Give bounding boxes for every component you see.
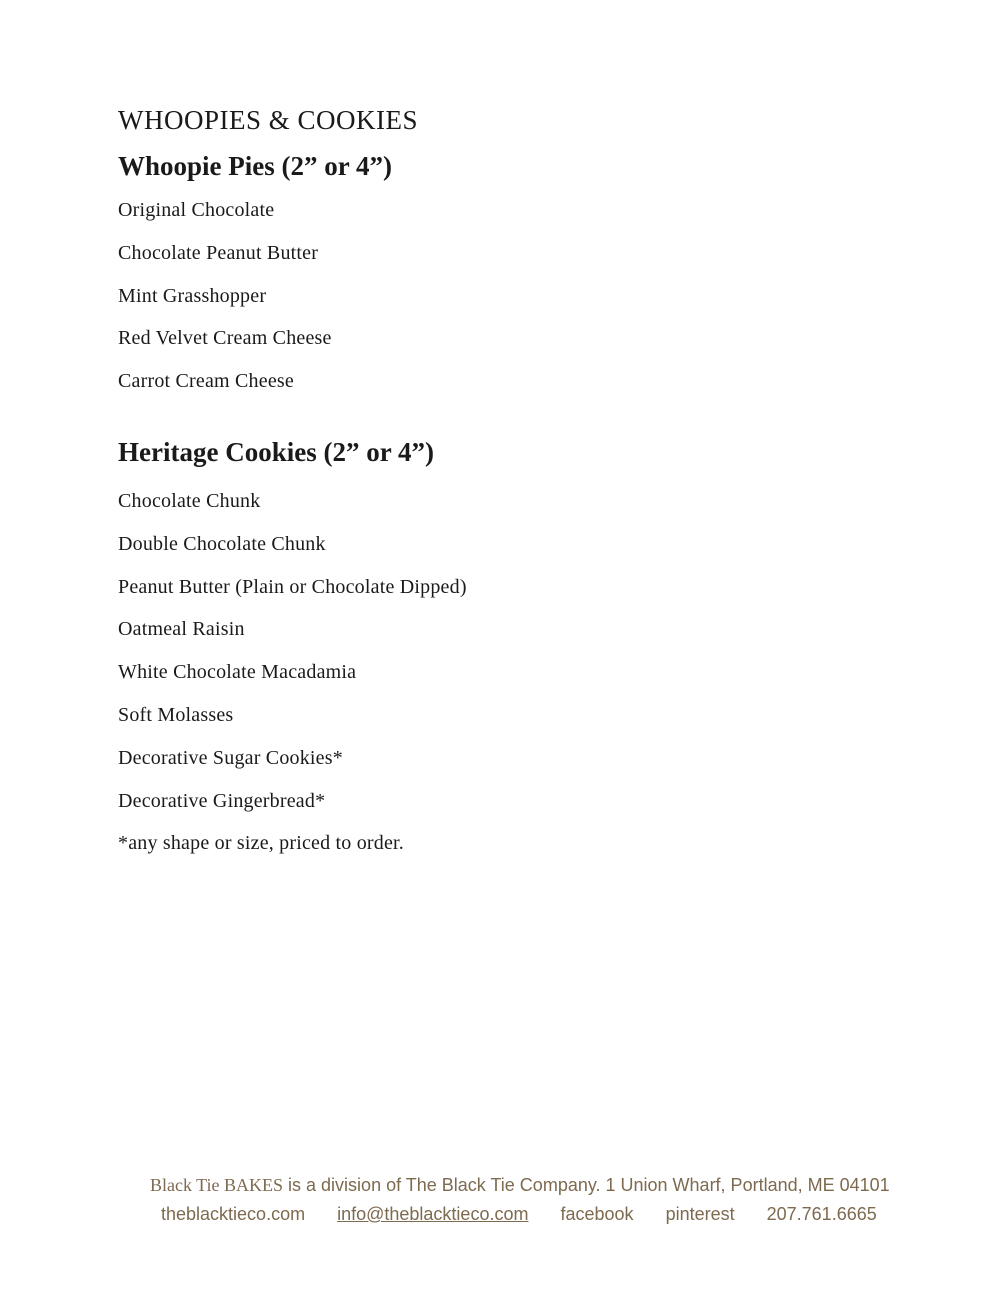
pinterest-link[interactable]: pinterest <box>665 1204 735 1224</box>
facebook-link[interactable]: facebook <box>560 1204 634 1224</box>
list-item: Peanut Butter (Plain or Chocolate Dipped) <box>118 575 467 598</box>
list-item: Double Chocolate Chunk <box>118 532 326 555</box>
website-link[interactable]: theblacktieco.com <box>161 1204 306 1224</box>
email-link[interactable]: info@theblacktieco.com <box>337 1204 529 1224</box>
list-item: Chocolate Chunk <box>118 490 261 512</box>
division-text: is a division of The Black Tie Company. 1 Union Wharf, Portland, ME 04101 <box>283 1175 890 1195</box>
list-item: Mint Grasshopper <box>118 284 267 307</box>
whoopie-pies-list <box>118 198 332 412</box>
list-item: Carrot Cream Cheese <box>118 370 294 393</box>
list-item: Soft Molasses <box>118 703 234 726</box>
list-item: Chocolate Peanut Butter <box>118 241 319 264</box>
phone-number: 207.761.6665 <box>766 1204 877 1224</box>
footer-company-line <box>150 1175 890 1196</box>
brand-name: Black Tie BAKES <box>150 1175 284 1195</box>
list-item: Oatmeal Raisin <box>118 618 245 641</box>
heritage-cookies-list <box>118 489 467 874</box>
list-item: Decorative Sugar Cookies* <box>118 746 343 769</box>
page-title: WHOOPIES & COOKIES <box>118 105 419 135</box>
section-heading-heritage-cookies: Heritage Cookies (2” or 4”) <box>118 437 434 467</box>
footnote: *any shape or size, priced to order. <box>118 832 404 855</box>
list-item: White Chocolate Macadamia <box>118 661 357 684</box>
list-item: Decorative Gingerbread* <box>118 789 326 812</box>
list-item: Red Velvet Cream Cheese <box>118 327 332 350</box>
footer-contact-line <box>161 1204 877 1225</box>
list-item: Original Chocolate <box>118 199 275 221</box>
section-heading-whoopie-pies: Whoopie Pies (2” or 4”) <box>118 151 392 181</box>
